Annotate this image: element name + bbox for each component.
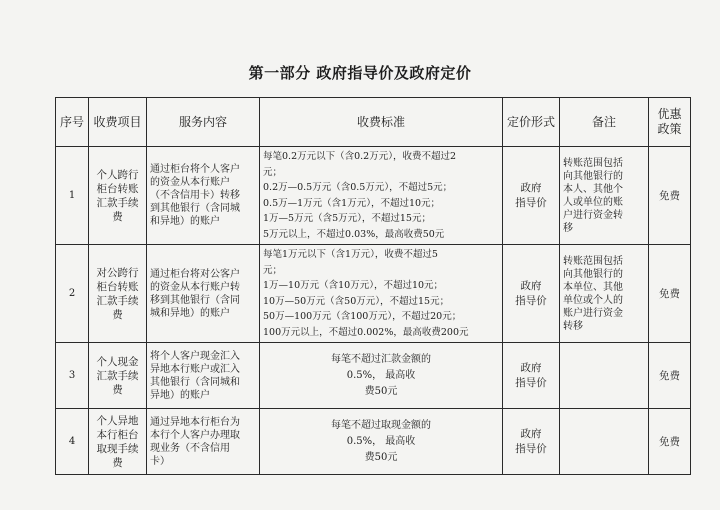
service-content-line: 卡） — [150, 455, 170, 467]
fee-item-line: 费 — [112, 383, 123, 396]
service-content-line: 通过异地本行柜台为 — [150, 416, 240, 428]
table-row — [56, 147, 691, 245]
fee-table — [55, 97, 691, 475]
remark-line: 移 — [563, 222, 573, 234]
fee-standard-line: 费50元 — [364, 385, 398, 397]
fee-item-line: 汇款手续 — [96, 369, 139, 382]
remark-line: 本人、其他个 — [563, 183, 623, 195]
fee-item-line: 对公跨行 — [96, 266, 139, 279]
header-form: 定价形式 — [503, 98, 560, 147]
table-row — [56, 343, 691, 409]
remark-line: 人或单位的账 — [563, 196, 623, 208]
fee-standard-line: 元； — [263, 264, 283, 276]
fee-standard-line: 0.2万—0.5万元（含0.5万元），不超过5元； — [263, 182, 453, 193]
service-content-line: 移到其他银行（含同 — [150, 294, 240, 306]
service-content-line: 城和异地）的账户 — [150, 307, 230, 319]
fee-item-line: 取现手续 — [96, 442, 139, 455]
remark — [560, 147, 649, 245]
fee-standard-line: 每笔0.2万元以下（含0.2万元），收费不超过2 — [263, 151, 457, 162]
fee-standard-line: 100万元以上，不超过0.002%，最高收费200元 — [263, 326, 469, 338]
fee-standard — [260, 147, 503, 245]
table-row — [56, 245, 691, 343]
fee-item — [89, 343, 147, 409]
pricing-form-line: 政府 — [520, 279, 542, 292]
fee-item-line: 费 — [112, 456, 123, 469]
row-number: 4 — [56, 409, 89, 475]
header-preference — [649, 98, 691, 147]
table-row — [56, 409, 691, 475]
service-content-line: 其他银行（含同城和 — [150, 376, 240, 388]
pricing-form-line: 指导价 — [515, 196, 547, 209]
remark — [560, 409, 649, 475]
fee-standard-line: 元； — [263, 166, 283, 178]
service-content — [147, 245, 260, 343]
remark-line: 转移 — [563, 320, 583, 332]
fee-standard-line: 0.5万—1万元（含1万元），不超过10元； — [263, 197, 441, 209]
fee-standard-line: 每笔不超过取现金额的 — [331, 419, 431, 431]
remark-line: 账户进行资金 — [563, 307, 623, 319]
service-content-line: 通过柜台将对公客户 — [150, 268, 240, 280]
fee-standard — [260, 409, 503, 475]
fee-standard-line: 1万—5万元（含5万元），不超过15元； — [263, 213, 431, 224]
fee-item-line: 个人现金 — [96, 355, 139, 368]
service-content-line: 和异地）的账户 — [150, 216, 220, 227]
row-number: 3 — [56, 343, 89, 409]
remark-line: 转账范围包括 — [563, 157, 623, 169]
fee-item-line: 汇款手续 — [96, 294, 139, 307]
fee-standard-line: 5万元以上，不超过0.03%，最高收费50元 — [263, 228, 445, 240]
fee-standard — [260, 245, 503, 343]
service-content — [147, 343, 260, 409]
service-content — [147, 147, 260, 245]
fee-standard-line: 10万—50万元（含50万元），不超过15元； — [263, 295, 450, 307]
service-content-line: （不含信用卡）转移 — [150, 190, 240, 201]
fee-item-line: 柜台转账 — [96, 182, 139, 195]
remark-line: 本单位、其他 — [563, 281, 623, 293]
fee-standard-line: 0.5%， 最高收 — [346, 369, 416, 381]
fee-item — [89, 245, 147, 343]
fee-item-line: 汇款手续 — [96, 196, 139, 209]
preferential-policy: 免费 — [649, 409, 691, 475]
fee-item-line: 个人跨行 — [96, 168, 139, 181]
header-item: 收费项目 — [89, 98, 147, 147]
remark-line: 户进行资金转 — [563, 209, 623, 221]
preferential-policy: 免费 — [649, 343, 691, 409]
preferential-policy: 免费 — [649, 245, 691, 343]
fee-standard-line: 费50元 — [364, 451, 398, 463]
fee-item-line: 费 — [112, 308, 123, 321]
remark-line: 向其他银行的 — [563, 268, 623, 280]
fee-standard — [260, 343, 503, 409]
pricing-form — [503, 147, 560, 245]
header-row — [56, 98, 691, 147]
fee-standard-line: 50万—100万元（含100万元），不超过20元； — [263, 311, 462, 322]
pricing-form — [503, 409, 560, 475]
fee-item-line: 本行柜台 — [96, 428, 139, 441]
service-content-line: 异地本行账户或汇入 — [150, 363, 240, 375]
fee-item — [89, 409, 147, 475]
header-no: 序号 — [56, 98, 89, 147]
fee-standard-line: 每笔不超过汇款金额的 — [331, 353, 431, 365]
fee-item-line: 个人异地 — [96, 414, 139, 427]
fee-standard-line: 1万—10万元（含10万元），不超过10元； — [263, 280, 444, 291]
header-standard: 收费标准 — [260, 98, 503, 147]
pricing-form-line: 指导价 — [515, 442, 547, 455]
fee-item — [89, 147, 147, 245]
header-content: 服务内容 — [147, 98, 260, 147]
header-pref-line: 优惠 — [657, 107, 682, 121]
fee-standard-line: 0.5%， 最高收 — [346, 435, 416, 447]
pricing-form-line: 政府 — [520, 181, 542, 194]
row-number: 2 — [56, 245, 89, 343]
remark — [560, 245, 649, 343]
pricing-form-line: 指导价 — [515, 294, 547, 307]
pricing-form — [503, 343, 560, 409]
service-content-line: 将个人客户现金汇入 — [150, 350, 240, 362]
fee-item-line: 费 — [112, 210, 123, 223]
header-pref-line: 政策 — [657, 122, 682, 136]
header-note: 备注 — [560, 98, 649, 147]
service-content — [147, 409, 260, 475]
preferential-policy: 免费 — [649, 147, 691, 245]
pricing-form-line: 政府 — [520, 427, 542, 440]
remark — [560, 343, 649, 409]
service-content-line: 现业务（不含信用 — [150, 442, 230, 454]
pricing-form-line: 指导价 — [515, 376, 547, 389]
service-content-line: 通过柜台将个人客户 — [150, 164, 240, 175]
page-title: 第一部分 政府指导价及政府定价 — [248, 64, 472, 82]
service-content-line: 的资金从本行账户 — [150, 177, 230, 188]
row-number: 1 — [56, 147, 89, 245]
service-content-line: 到其他银行（含同城 — [150, 203, 240, 214]
remark-line: 向其他银行的 — [563, 170, 623, 182]
fee-standard-line: 每笔1万元以下（含1万元），收费不超过5 — [263, 249, 438, 260]
service-content-line: 本行个人客户办理取 — [150, 429, 240, 441]
fee-item-line: 柜台转账 — [96, 280, 139, 293]
remark-line: 单位或个人的 — [563, 294, 623, 306]
service-content-line: 的资金从本行账户转 — [150, 281, 240, 293]
pricing-form-line: 政府 — [520, 361, 542, 374]
remark-line: 转账范围包括 — [563, 255, 623, 267]
pricing-form — [503, 245, 560, 343]
service-content-line: 异地）的账户 — [150, 389, 210, 401]
